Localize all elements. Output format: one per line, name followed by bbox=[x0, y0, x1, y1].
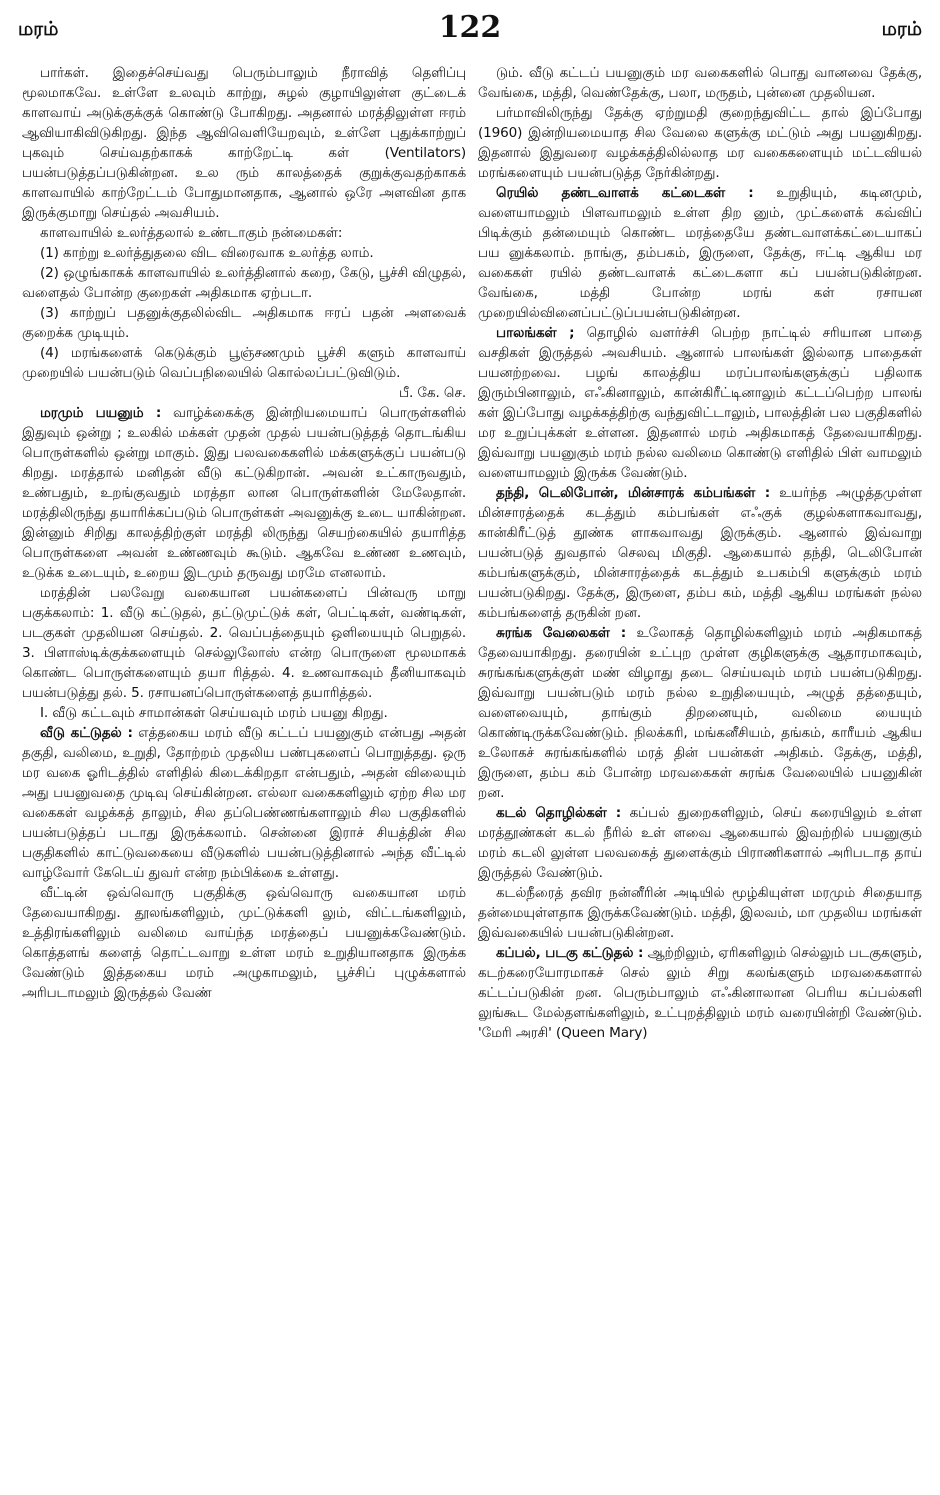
section-heading: கடல் தொழில்கள் : bbox=[496, 805, 622, 821]
header-right-title: மரம் bbox=[881, 18, 922, 40]
paragraph-text: (1) காற்று உலர்த்துதலை விட விரைவாக உலர்த்த லாம். bbox=[40, 245, 374, 261]
page-number: 122 bbox=[438, 10, 502, 45]
paragraph bbox=[22, 723, 466, 883]
paragraph bbox=[22, 223, 466, 243]
paragraph bbox=[22, 243, 466, 263]
paragraph bbox=[478, 103, 922, 183]
paragraph bbox=[22, 63, 466, 223]
section-heading: வீடு கட்டுதல் : bbox=[40, 725, 133, 741]
paragraph-text: ஆற்றிலும், ஏரிகளிலும் செல்லும் படகுகளும், கடற்கரையோரமாகச் செல் லும் சிறு கலங்களும் மரவகைகளால் கட்டப்படுகின் றன. பெரும்பாலும் எஃகினாலான பெரிய கப்பல்களி லுங்கூட மேல்தளங்களிலும், உட்புறத்திலும் மரம் வரையின்றி வேண்டும். 'மேரி அரசி' (Queen Mary) bbox=[478, 945, 922, 1041]
paragraph-text: தொழில் வளர்ச்சி பெற்ற நாட்டில் சரியான பாதை வசதிகள் இருத்தல் அவசியம். ஆனால் பாலங்கள் இல்லாத பாதைகள் பயனற்றவை. பழங் காலத்திய மரப்பாலங்களுக்குப் பதிலாக இரும்பினாலும், எஃகினாலும், கான்கிரீட்டினாலும் கட்டப்பெற்ற பாலங் கள் இப்போது வழக்கத்திற்கு வந்துவிட்டாலும், பாலத்தின் பல பகுதிகளில் மர உறுப்புக்கள் உள்ளன. இதனால் மரம் அதிகமாகத் தேவையாகிறது. இவ்வாறு பயனுகும் மரம் நல்ல வலிமை கொண்டு எளிதில் பிள் வாமலும் வளையாமலும் இருக்க வேண்டும். bbox=[478, 325, 922, 481]
paragraph bbox=[22, 403, 466, 583]
section-heading: சுரங்க வேலைகள் : bbox=[496, 625, 627, 641]
paragraph-text: I. வீடு கட்டவும் சாமான்கள் செய்யவும் மரம் பயனு கிறது. bbox=[40, 705, 388, 721]
section-heading: மரமும் பயனும் : bbox=[40, 405, 162, 421]
paragraph bbox=[22, 703, 466, 723]
paragraph bbox=[22, 343, 466, 383]
paragraph bbox=[22, 263, 466, 303]
paragraph bbox=[478, 943, 922, 1043]
paragraph-text: உயர்ந்த அழுத்தமுள்ள மின்சாரத்தைக் கடத்தும் கம்பங்கள் எஃகுக் குழல்களாகவாவது, கான்கிரீட்டுத் தூண்க ளாகவாவது இருக்கும். ஆனால் இவ்வாறு பயன்படுத் துவதால் செலவு மிகுதி. ஆகையால் தந்தி, டெலிபோன் கம்பங்களுக்கும், மின்சாரத்தைக் கடத்தும் உபகம்பி களுக்கும் மரம் பயன்படுகிறது. தேக்கு, இருளை, தம்ப கம், மத்தி ஆகிய மரங்கள் நல்ல கம்பங்களைத் தருகின் றன. bbox=[478, 485, 922, 621]
paragraph bbox=[478, 483, 922, 623]
paragraph-text: பர்மாவிலிருந்து தேக்கு ஏற்றுமதி குறைந்துவிட்ட தால் இப்போது (1960) இன்றியமையாத சில வேலை களுக்கு மட்டும் அது பயனுகிறது. இதனால் இதுவரை வழக்கத்திலில்லாத மர வகைகளையும் மட்டவியல் மரங்களையும் பயன்படுத்த நேர்கின்றது. bbox=[478, 105, 922, 181]
left-column bbox=[22, 63, 466, 1488]
header-left-title: மரம் bbox=[18, 18, 59, 40]
paragraph-text: டும். வீடு கட்டப் பயனுகும் மர வகைகளில் பொது வானவை தேக்கு, வேங்கை, மத்தி, வெண்தேக்கு, பலா, மருதம், புன்னை முதலியன. bbox=[478, 65, 922, 101]
paragraph bbox=[478, 323, 922, 483]
paragraph-text: எத்தகைய மரம் வீடு கட்டப் பயனுகும் என்பது அதன் தகுதி, வலிமை, உறுதி, தோற்றம் முதலிய பண்புகளைப் பொறுத்தது. ஒரு மர வகை ஓரிடத்தில் எளிதில் கிடைக்கிறதா என்பதும், அதன் விலையும் அது பயனுவதை முடிவு செய்கின்றன. எல்லா வகைகளிலும் ஏற்ற சில மர வகைகள் வழக்கத் தாலும், சில தப்பெண்ணங்களாலும் சில பகுதிகளில் பயன்படுத்தப் படாது இருக்கலாம். சென்னை இராச் சியத்தின் சில பகுதிகளில் காட்டுவகையை வீடுகளில் பயன்படுத்தினால் அந்த வீட்டில் வாழ்வோர் கேடெய் துவர் என்ற நம்பிக்கை உள்ளது. bbox=[22, 725, 466, 881]
paragraph-text: பீ. கே. செ. bbox=[399, 385, 466, 401]
paragraph-text: கடல்நீரைத் தவிர நன்னீரின் அடியில் மூழ்கியுள்ள மரமும் சிதையாத தன்மையுள்ளதாக இருக்கவேண்டும். மத்தி, இலவம், மா முதலிய மரங்கள் இவ்வகையில் பயன்படுகின்றன. bbox=[478, 885, 922, 941]
paragraph-text: (2) ஒழுங்காகக் காளவாயில் உலர்த்தினால் கறை, கேடு, பூச்சி விழுதல், வளைதல் போன்ற குறைகள் அதிகமாக ஏற்படா. bbox=[22, 265, 466, 301]
section-heading: ரெயில் தண்டவாளக் கட்டைகள் : bbox=[496, 185, 754, 201]
paragraph bbox=[478, 63, 922, 103]
paragraph bbox=[22, 883, 466, 1003]
paragraph-text: பார்கள். இதைச்செய்வது பெரும்பாலும் நீராவித் தெளிப்பு மூலமாகவே. உள்ளே உலவும் காற்று, சுழல் குழாயிலுள்ள குட்டைக் காளவாய் அடுக்குக்குக் கொண்டு போகிறது. அதனால் மரத்திலுள்ள ஈரம் ஆவியாகிவிடுகிறது. இந்த ஆவிவெளியேறவும், உள்ளே புதுக்காற்றுப் புகவும் செய்வதற்காகக் காற்றேட்டி கள் (Ventilators) பயன்படுத்தப்படுகின்றன. உல ரும் காலத்தைக் குறுக்குவதற்காகக் காளவாயில் காற்றேட்டம் போதுமானதாக, ஆனால் ஒரே அளவின தாக இருக்குமாறு செய்தல் அவசியம். bbox=[22, 65, 466, 221]
paragraph bbox=[478, 803, 922, 883]
section-heading: கப்பல், படகு கட்டுதல் : bbox=[496, 945, 644, 961]
right-column bbox=[478, 63, 922, 1488]
paragraph-text: உலோகத் தொழில்களிலும் மரம் அதிகமாகத் தேவையாகிறது. தரையின் உட்புற முள்ள குழிகளுக்கு ஆதாரமாகவும், சுரங்கங்களுக்குள் மண் விழாது தடை செய்யவும் மரம் பயன்படுகிறது. இவ்வாறு பயன்படும் மரம் நல்ல உறுதியையும், அழுத் தத்தையும், வளைவையும், தாங்கும் திறனையும், வலிமை யையும் கொண்டிருக்கவேண்டும். நிலக்கரி, மங்கனீசியம், தங்கம், காரீயம் ஆகிய உலோகச் சுரங்கங்களில் மரத் தின் பயன்கள் அதிகம். தேக்கு, மத்தி, இருளை, தம்ப கம் போன்ற மரவகைகள் சுரங்க வேலையில் பயனுகின் றன. bbox=[478, 625, 922, 801]
paragraph-text: கப்பல் துறைகளிலும், செய் கரையிலும் உள்ள மரத்தூண்கள் கடல் நீரில் உள் ளவை ஆகையால் இவற்றில் பயனுகும் மரம் கடலி லுள்ள பலவகைத் துளைக்கும் பிராணிகளால் அரிபடாத தாய் இருத்தல் வேண்டும். bbox=[478, 805, 922, 881]
paragraph bbox=[22, 303, 466, 343]
text-columns bbox=[22, 63, 922, 1488]
author-signature bbox=[22, 383, 466, 403]
paragraph-text: வீட்டின் ஒவ்வொரு பகுதிக்கு ஒவ்வொரு வகையான மரம் தேவையாகிறது. தூலங்களிலும், முட்டுக்களி லும், விட்டங்களிலும், உத்திரங்களிலும் வலிமை வாய்ந்த மரத்தைப் பயனுக்கவேண்டும். கொத்தளங் களைத் தொட்டவாறு உள்ள மரம் உறுதியானதாக இருக்க வேண்டும் இத்தகைய மரம் அழுகாமலும், பூச்சிப் புழுக்களால் அரிபடாமலும் இருத்தல் வேண் bbox=[22, 885, 466, 1001]
page-header bbox=[18, 8, 922, 52]
paragraph-text: மரத்தின் பலவேறு வகையான பயன்களைப் பின்வரு மாறு பகுக்கலாம்: 1. வீடு கட்டுதல், தட்டுமுட்டுக் கள், பெட்டிகள், வண்டிகள், படகுகள் முதலியன செய்தல். 2. வெப்பத்தையும் ஒளியையும் பெறுதல். 3. பிளாஸ்டிக்குக்களையும் செல்லுலோஸ் என்ற பொருளை மூலமாகக் கொண்ட பொருள்களையும் தயா ரித்தல். 4. உணவாகவும் தீனியாகவும் பயன்படுத்து தல். 5. ரசாயனப்பொருள்களைத் தயாரித்தல். bbox=[22, 585, 466, 701]
paragraph-text: உறுதியும், கடினமும், வளையாமலும் பிளவாமலும் உள்ள திற னும், முட்களைக் கவ்விப் பிடிக்கும் தன்மையும் கொண்ட மரத்தையே தண்டவாளக்கட்டையாகப் பய னுக்கலாம். நாங்கு, தம்பகம், இருளை, தேக்கு, ஈட்டி ஆகிய மர வகைகள் ரயில் தண்டவாளக் கட்டைகளா கப் பயன்படுகின்றன. வேங்கை, மத்தி போன்ற மரங் கள் ரசாயன முறையில்வினைப்பட்டுப்பயன்படுகின்றன. bbox=[478, 185, 922, 321]
section-heading: தந்தி, டெலிபோன், மின்சாரக் கம்பங்கள் : bbox=[496, 485, 771, 501]
paragraph bbox=[478, 183, 922, 323]
paragraph-text: (3) காற்றுப் பதனுக்குதலில்விட அதிகமாக ஈரப் பதன் அளவைக் குறைக்க முடியும். bbox=[22, 305, 466, 341]
paragraph bbox=[478, 623, 922, 803]
paragraph-text: வாழ்க்கைக்கு இன்றியமையாப் பொருள்களில் இதுவும் ஒன்று ; உலகில் மக்கள் முதன் முதல் பயன்படுத்தத் தொடங்கிய பொருள்களில் ஒன்று மாகும். இது பலவகைகளில் மக்களுக்குப் பயன்படு கிறது. மரத்தால் மனிதன் வீடு கட்டுகிறான். அவன் உட்காருவதும், உண்பதும், உறங்குவதும் மரத்தா லான பொருள்களின் மேலேதான். மரத்திலிருந்து தயாரிக்கப்படும் பொருள்கள் அவனுக்கு உடை யாகின்றன. இன்னும் சிறிது காலத்திற்குள் மரத்தி லிருந்து செயற்கையில் தயாரித்த பொருள்களை அவன் உண்ணவும் கூடும். ஆகவே உண்ண உணவும், உடுக்க உடையும், உறைய இடமும் தருவது மரமே எனலாம். bbox=[22, 405, 466, 581]
paragraph-text: (4) மரங்களைக் கெடுக்கும் பூஞ்சணமும் பூச்சி களும் காளவாய் முறையில் பயன்படும் வெப்பநிலையில் கொல்லப்பட்டுவிடும். bbox=[22, 345, 466, 381]
paragraph bbox=[22, 583, 466, 703]
section-heading: பாலங்கள் ; bbox=[496, 325, 575, 341]
paragraph-text: காளவாயில் உலர்த்தலால் உண்டாகும் நன்மைகள்: bbox=[40, 225, 343, 241]
paragraph bbox=[478, 883, 922, 943]
